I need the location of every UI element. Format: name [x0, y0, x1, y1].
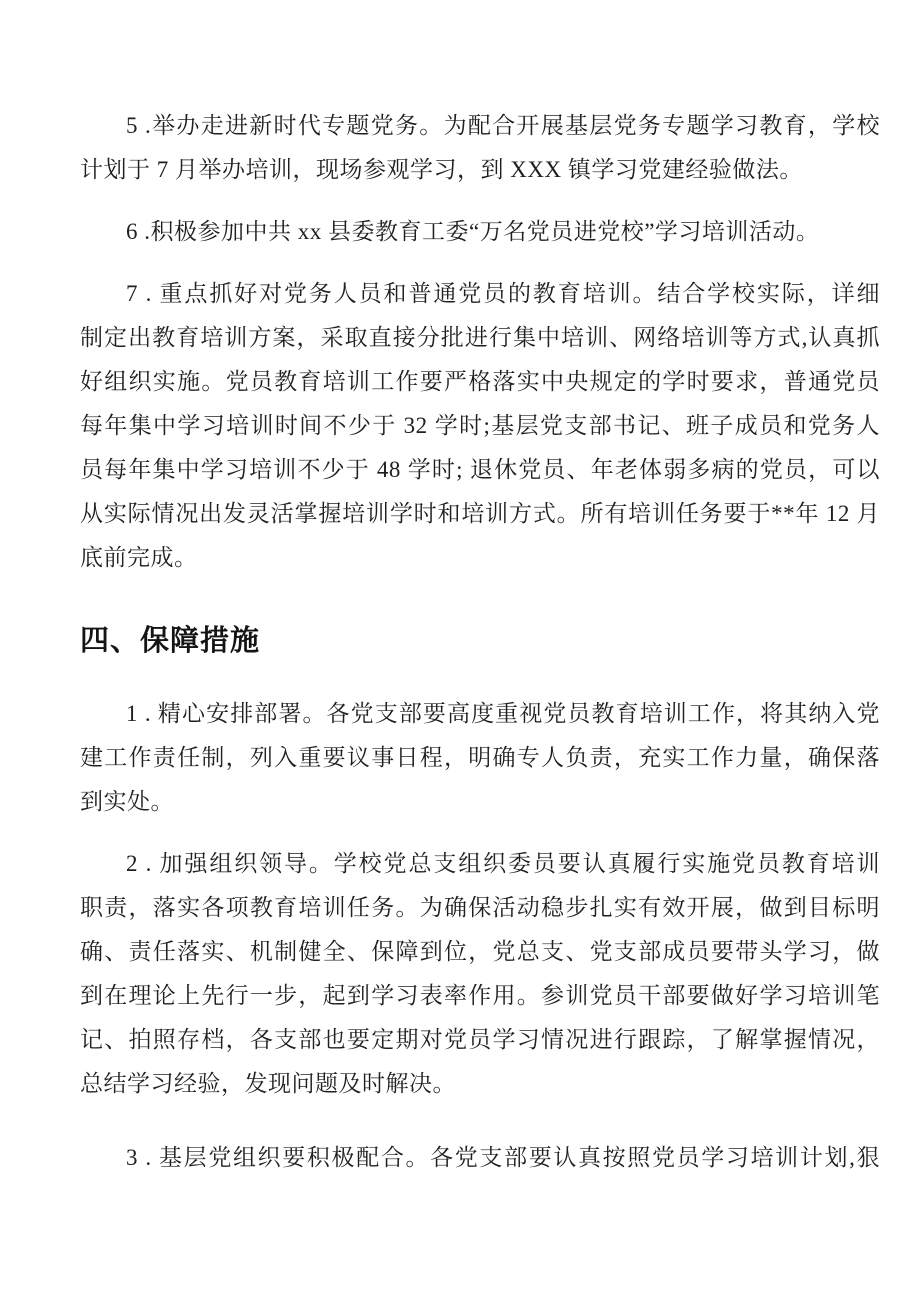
paragraph-7: [80, 272, 880, 580]
text-line: 制定出教育培训方案，采取直接分批进行集中培训、网络培训等方式,认真抓: [80, 325, 880, 350]
text-line: 建工作责任制，列入重要议事日程，明确专人负责，充实工作力量，确保落: [80, 745, 880, 770]
paragraph-3: [80, 1136, 880, 1180]
text-line: 底前完成。: [80, 545, 198, 570]
text-line: 员每年集中学习培训不少于 48 学时; 退休党员、年老体弱多病的党员，可以: [80, 457, 880, 482]
text-line: 2 . 加强组织领导。学校党总支组织委员要认真履行实施党员教育培训: [126, 851, 880, 876]
text-line: 好组织实施。党员教育培训工作要严格落实中央规定的学时要求，普通党员: [80, 369, 880, 394]
text-line: 1 . 精心安排部署。各党支部要高度重视党员教育培训工作，将其纳入党: [126, 701, 880, 726]
section-heading-4: 四、保障措施: [80, 625, 261, 657]
text-line: 从实际情况出发灵活掌握培训学时和培训方式。所有培训任务要于**年 12 月: [80, 501, 880, 526]
text-line: 到在理论上先行一步，起到学习表率作用。参训党员干部要做好学习培训笔: [80, 983, 880, 1008]
text-line: 记、拍照存档，各支部也要定期对党员学习情况进行跟踪，了解掌握情况，: [80, 1027, 880, 1052]
text-line: 3 . 基层党组织要积极配合。各党支部要认真按照党员学习培训计划,狠: [126, 1145, 880, 1170]
paragraph-5: [80, 104, 880, 192]
text-line: 计划于 7 月举办培训，现场参观学习，到 XXX 镇学习党建经验做法。: [80, 157, 803, 182]
text-line: 总结学习经验，发现问题及时解决。: [80, 1071, 456, 1096]
text-line: 7 . 重点抓好对党务人员和普通党员的教育培训。结合学校实际，详细: [126, 281, 880, 306]
text-line: 每年集中学习培训时间不少于 32 学时;基层党支部书记、班子成员和党务人: [80, 413, 880, 438]
paragraph-2: [80, 842, 880, 1106]
text-line: 5 .举办走进新时代专题党务。为配合开展基层党务专题学习教育，学校: [126, 113, 880, 138]
paragraph-6: [80, 210, 880, 254]
text-line: 确、责任落实、机制健全、保障到位，党总支、党支部成员要带头学习，做: [80, 939, 880, 964]
text-line: 到实处。: [80, 789, 174, 814]
text-line: 职责，落实各项教育培训任务。为确保活动稳步扎实有效开展，做到目标明: [80, 895, 880, 920]
text-line: 6 .积极参加中共 xx 县委教育工委“万名党员进党校”学习培训活动。: [126, 219, 820, 244]
paragraph-1: [80, 692, 880, 824]
